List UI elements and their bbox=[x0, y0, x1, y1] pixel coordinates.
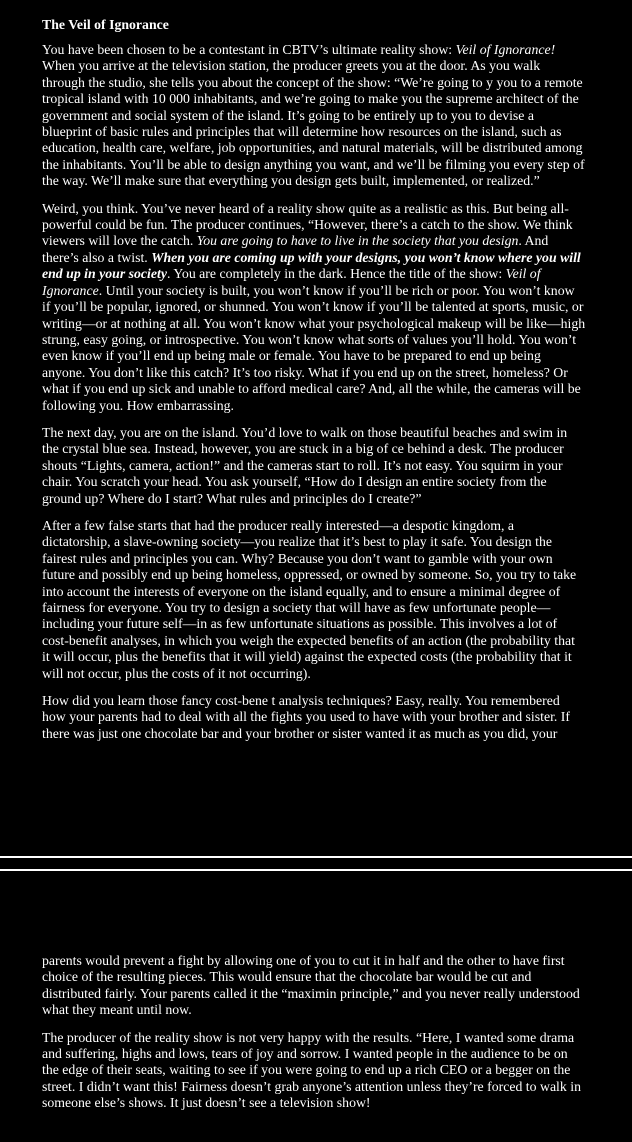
show-title-italic-2: Veil of Ignorance bbox=[42, 266, 541, 298]
page-divider-top bbox=[0, 856, 632, 858]
show-title-italic: Veil of Ignorance! bbox=[455, 42, 556, 57]
paragraph-2-text-e: . You are completely in the dark. Hence the title of the show: bbox=[166, 266, 506, 282]
paragraph-1-text-c: When you arrive at the television station, the producer greets you at the door. As you walk through the studio, she tells you about the concept of the show: “We’re going to y you to a remote tropical island with 10 000 inhabitants, and we’re going to make you the supreme architect of the government and social system of the island. It’s going to be entirely up to you to devise a blueprint of basic rules and principles that will determine how resources on the island, such as education, health care, welfare, job opportunities, and natural materials, will be distributed among the inhabitants. You’ll be able to design anything you want, and we’ll be filming you every step of the way. We’ll make sure that everything you design gets built, implemented, or realized.” bbox=[42, 58, 585, 189]
twist-bold-italic: When you are coming up with your designs, you won’t know where you will end up in your society bbox=[42, 249, 581, 282]
paragraph-2-text-c: . And there’s also a twist. bbox=[42, 233, 549, 265]
paragraph-1-text-a: You have been chosen to be a contestant in CBTV’s ultimate reality show: bbox=[42, 42, 456, 57]
paragraph-5: How did you learn those fancy cost-bene t analysis techniques? Easy, really. You remembered how your parents had to deal with all the fights you used to have with your brother and sister. If there was just one chocolate bar and your brother or sister wanted it as much as you did, your bbox=[42, 693, 571, 741]
paragraph-1 bbox=[42, 42, 586, 190]
paragraph-2 bbox=[42, 201, 586, 414]
paragraph-4: After a few false starts that had the producer really interested—a despotic kingdom, a dictatorship, a slave-owning society—you realize that it’s best to play it safe. You design the fairest rules and principles you can. Why? Because you don’t want to gamble with your own future and possibly end up being homeless, oppressed, or owned by someone. So, you try to take into account the interests of everyone on the island equally, and to ensure a minimal degree of fairness for everyone. You try to design a society that will have as few unfortunate people—including your future self—in as few unfortunate situations as possible. This involves a lot of cost-benefit analyses, in which you weigh the expected benefits of an action (the probability that it will occur, plus the benefits that it will yield) against the expected costs (the probability that it will not occur, plus the costs of it not occurring). bbox=[42, 517, 577, 681]
document-page-2 bbox=[0, 871, 632, 1142]
paragraph-3: The next day, you are on the island. You’d love to walk on those beautiful beaches and swim in the crystal blue sea. Instead, however, you are stuck in a big of ce behind a desk. The producer shouts “Lights, camera, action!” and the cameras start to roll. It’s not easy. You squirm in your chair. You scratch your head. You ask yourself, “How do I design an entire society from the ground up? Where do I start? What rules and principles do I create?” bbox=[42, 424, 568, 506]
paragraph-2-text-g: . Until your society is built, you won’t know if you’ll be rich or poor. You won’t know if you’ll be popular, ignored, or shunned. You won’t know if you’ll be talented at sports, music, or writing—or at nothing at all. You won’t know what your psychological makeup will be like—high strung, easy going, or introspective. You won’t know what sorts of values you’ll hold. You won’t even know if you’ll end up being male or female. You have to be prepared to end up being anyone. You don’t like this catch? It’s too risky. What if you end up on the street, homeless? Or what if you end up sick and unable to afford medical care? And, all the while, the cameras will be following you. How embarrassing. bbox=[42, 282, 586, 413]
paragraph-6: parents would prevent a fight by allowing one of you to cut it in half and the other to have first choice of the resulting pieces. This would ensure that the chocolate bar would be cut and distributed fairly. Your parents called it the “maximin principle,” and you never really understood what they meant until now. bbox=[42, 953, 580, 1018]
catch-italic: You are going to have to live in the society that you design bbox=[196, 233, 519, 249]
document-title: The Veil of Ignorance bbox=[42, 17, 169, 32]
paragraph-7: The producer of the reality show is not very happy with the results. “Here, I wanted some drama and suffering, highs and lows, tears of joy and sorrow. I wanted people in the audience to be on the edge of their seats, waiting to see if you were going to end up a rich CEO or a begger on the street. I didn’t want this! Fairness doesn’t grab anyone’s attention unless they’re forced to walk in someone else’s shows. It just doesn’t see a television show! bbox=[42, 1029, 581, 1111]
paragraph-2-text-a: Weird, you think. You’ve never heard of a reality show quite as a realistic as this. But being all-powerful could be fun. The producer continues, “However, there’s a catch to the show. We think viewers will love the catch. bbox=[42, 200, 573, 249]
